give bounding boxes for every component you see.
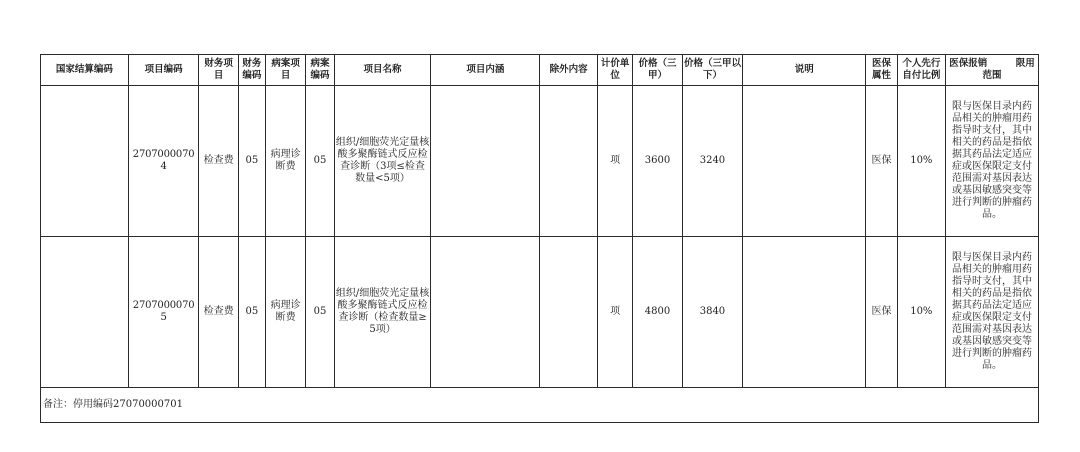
cell-national-code <box>41 237 129 388</box>
remark-text: 备注：停用编码27070000701 <box>41 388 1039 423</box>
fee-table <box>40 54 1039 423</box>
cell-exclusions <box>540 237 598 388</box>
cell-price-below: 3240 <box>682 86 743 237</box>
cell-item-content <box>431 86 540 237</box>
header-price-tier3: 价格（三甲） <box>633 55 682 86</box>
header-unit: 计价单位 <box>597 55 632 86</box>
table-row <box>41 86 1039 237</box>
table-row <box>41 237 1039 388</box>
header-item-content: 项目内涵 <box>431 55 540 86</box>
cell-finance-code: 05 <box>238 86 265 237</box>
cell-case-code: 05 <box>306 86 334 237</box>
header-case-item: 病案项目 <box>265 55 305 86</box>
header-exclusions: 除外内容 <box>540 55 598 86</box>
cell-finance-code: 05 <box>238 237 265 388</box>
header-finance-code: 财务编码 <box>238 55 265 86</box>
header-price-below: 价格（三甲以下） <box>682 55 743 86</box>
header-national-code: 国家结算编码 <box>41 55 129 86</box>
cell-price-below: 3840 <box>682 237 743 388</box>
cell-description <box>743 237 866 388</box>
header-case-code: 病案编码 <box>306 55 334 86</box>
header-self-pay-ratio: 个人先行自付比例 <box>897 55 945 86</box>
cell-insurance-attr: 医保 <box>866 86 897 237</box>
cell-unit: 项 <box>597 86 632 237</box>
cell-insurance-attr: 医保 <box>866 237 897 388</box>
cell-finance-item: 检查费 <box>199 237 238 388</box>
header-item-name: 项目名称 <box>334 55 431 86</box>
header-description: 说明 <box>743 55 866 86</box>
cell-item-code: 27070000704 <box>128 86 199 237</box>
header-insurance-attr: 医保属性 <box>866 55 897 86</box>
cell-item-content <box>431 237 540 388</box>
cell-finance-item: 检查费 <box>199 86 238 237</box>
cell-self-pay-ratio: 10% <box>897 86 945 237</box>
cell-reimburse-scope: 限与医保目录内药品相关的肿瘤用药指导时支付，其中相关的药品是指依据其药品法定适应症或医保限定支付范围需对基因表达或基因敏感突变等进行判断的肿瘤药品。 <box>946 237 1039 388</box>
cell-self-pay-ratio: 10% <box>897 237 945 388</box>
header-finance-item: 财务项目 <box>199 55 238 86</box>
cell-item-name: 组织/细胞荧光定量核酸多聚酶链式反应检查诊断（检查数量≥5项） <box>334 237 431 388</box>
cell-case-item: 病理诊断费 <box>265 86 305 237</box>
cell-unit: 项 <box>597 237 632 388</box>
header-row <box>41 55 1039 86</box>
cell-case-code: 05 <box>306 237 334 388</box>
cell-price-tier3: 4800 <box>633 237 682 388</box>
cell-price-tier3: 3600 <box>633 86 682 237</box>
cell-case-item: 病理诊断费 <box>265 237 305 388</box>
header-reimburse-scope: 医保报销 限用范围 <box>946 55 1039 86</box>
cell-item-code: 27070000705 <box>128 237 199 388</box>
remark-row <box>41 388 1039 423</box>
cell-reimburse-scope: 限与医保目录内药品相关的肿瘤用药指导时支付，其中相关的药品是指依据其药品法定适应症或医保限定支付范围需对基因表达或基因敏感突变等进行判断的肿瘤药品。 <box>946 86 1039 237</box>
header-item-code: 项目编码 <box>128 55 199 86</box>
cell-national-code <box>41 86 129 237</box>
cell-exclusions <box>540 86 598 237</box>
cell-description <box>743 86 866 237</box>
cell-item-name: 组织/细胞荧光定量核酸多聚酶链式反应检查诊断（3项≤检查数量<5项） <box>334 86 431 237</box>
